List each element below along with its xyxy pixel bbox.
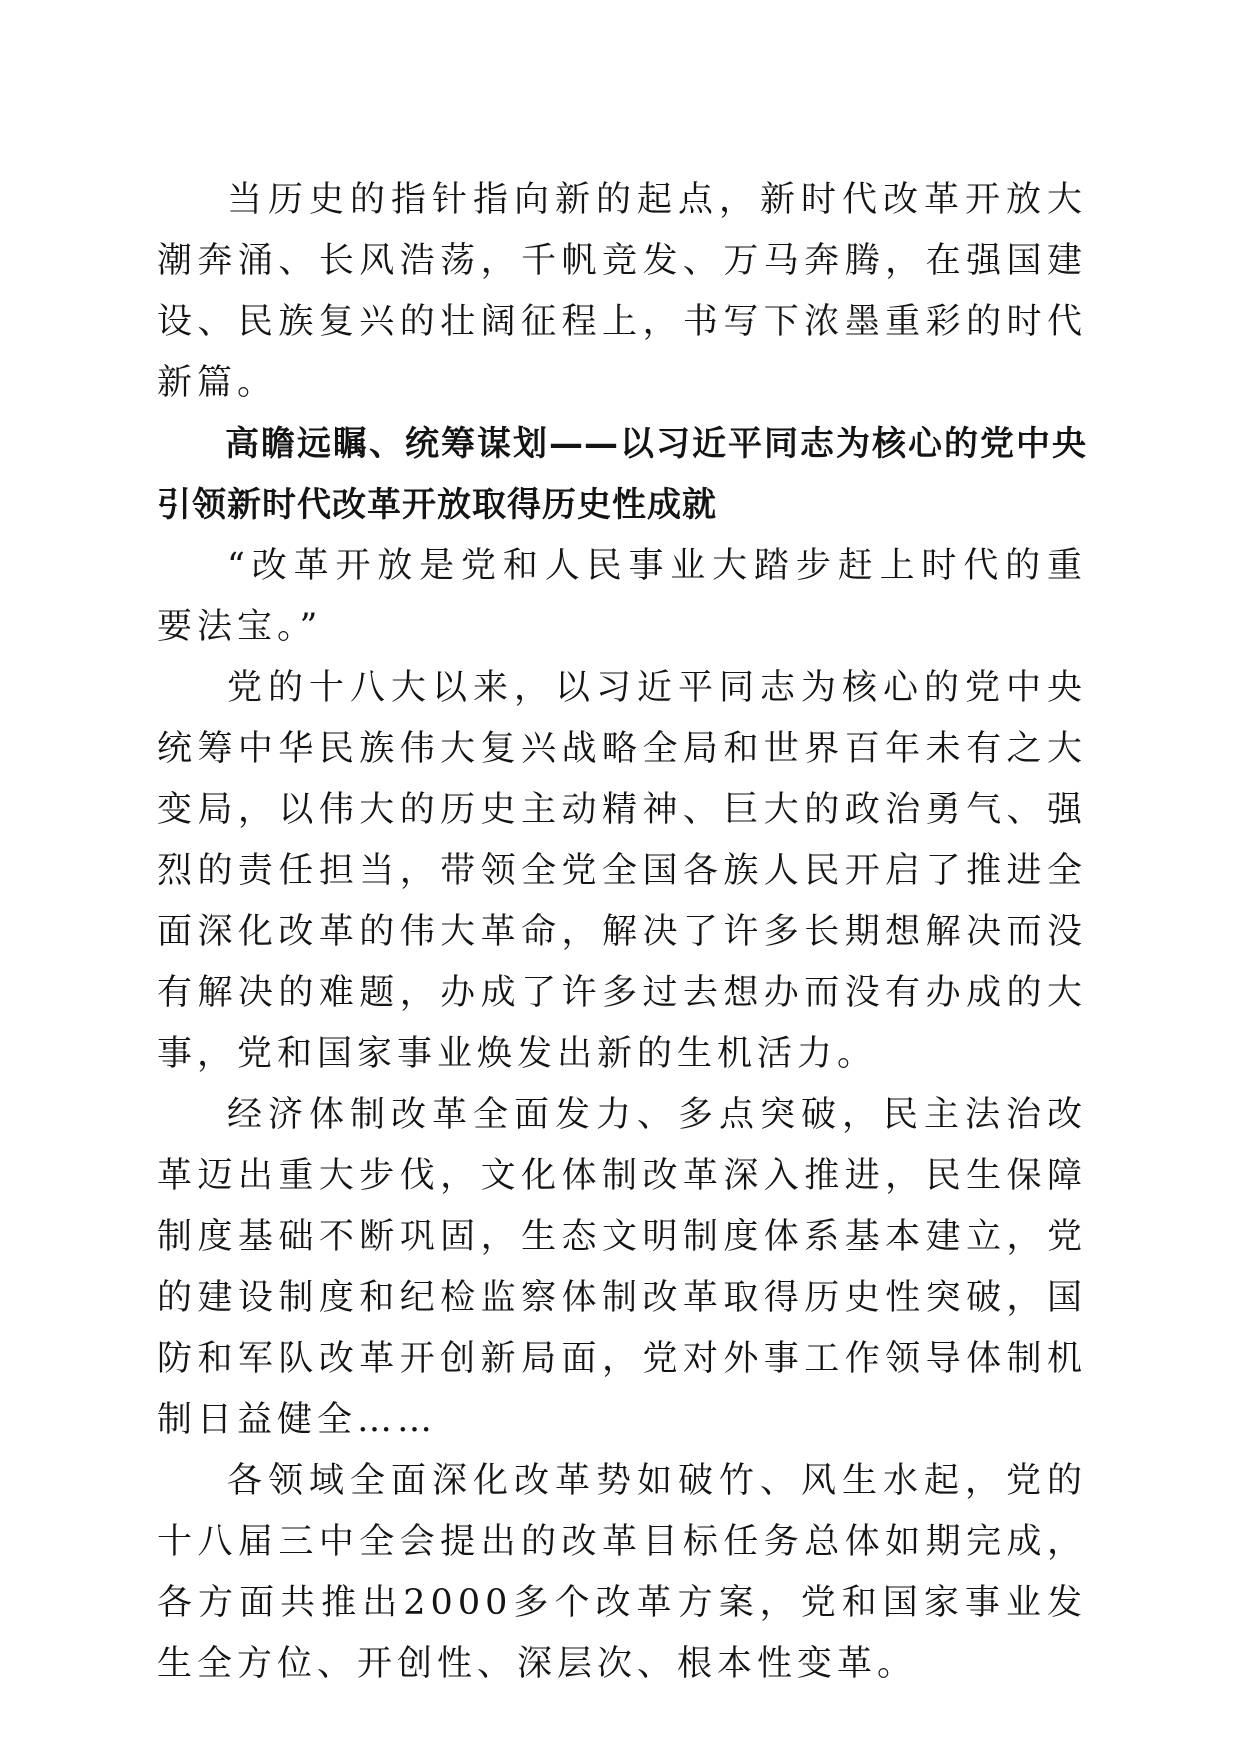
- body-paragraph: 党的十八大以来，以习近平同志为核心的党中央统筹中华民族伟大复兴战略全局和世界百年未有之大变局，以伟大的历史主动精神、巨大的政治勇气、强烈的责任担当，带领全党全国各族人民开启了推进全面深化改革的伟大革命，解决了许多长期想解决而没有解决的难题，办成了许多过去想办而没有办成的大事，党和国家事业焕发出新的生机活力。: [157, 668, 1087, 1074]
- intro-paragraph: 当历史的指针指向新的起点，新时代改革开放大潮奔涌、长风浩荡，千帆竞发、万马奔腾，在强国建设、民族复兴的壮阔征程上，书写下浓墨重彩的时代新篇。: [157, 180, 1087, 403]
- section-heading: 高瞻远瞩、统筹谋划——以习近平同志为核心的党中央引领新时代改革开放取得历史性成就: [157, 424, 1087, 525]
- body-paragraph: 各领域全面深化改革势如破竹、风生水起，党的十八届三中全会提出的改革目标任务总体如期完成，各方面共推出2000多个改革方案，党和国家事业发生全方位、开创性、深层次、根本性变革。: [157, 1461, 1087, 1684]
- article-body: [157, 170, 1087, 1695]
- quote-paragraph: “改革开放是党和人民事业大踏步赶上时代的重要法宝。”: [157, 546, 1087, 647]
- body-paragraph: 经济体制改革全面发力、多点突破，民主法治改革迈出重大步伐，文化体制改革深入推进，民生保障制度基础不断巩固，生态文明制度体系基本建立，党的建设制度和纪检监察体制改革取得历史性突破，国防和军队改革开创新局面，党对外事工作领导体制机制日益健全……: [157, 1095, 1087, 1440]
